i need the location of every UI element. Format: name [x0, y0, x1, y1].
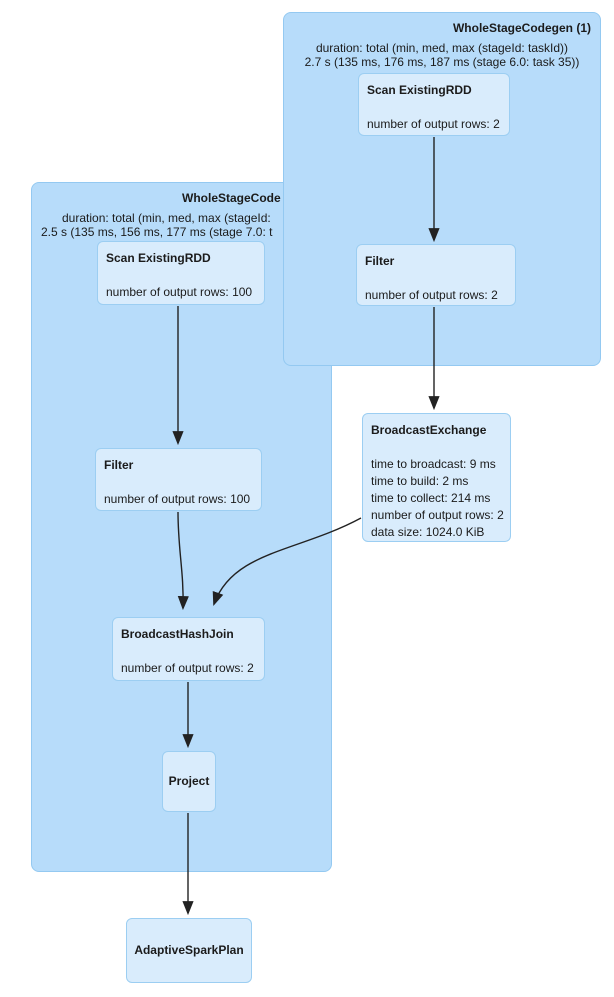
- cluster-duration: [284, 41, 600, 69]
- node-metric: number of output rows: 2: [121, 661, 254, 675]
- node-filter-1[interactable]: [356, 244, 516, 306]
- node-metric: number of output rows: 2: [367, 117, 500, 131]
- node-metric: time to build: 2 ms: [371, 474, 469, 488]
- node-metric: time to broadcast: 9 ms: [371, 457, 496, 471]
- cluster-title: WholeStageCode: [182, 191, 281, 205]
- node-title: Filter: [365, 254, 395, 268]
- node-title: BroadcastHashJoin: [121, 627, 234, 641]
- node-title: Scan ExistingRDD: [106, 251, 211, 265]
- cluster-duration-line2: 2.7 s (135 ms, 176 ms, 187 ms (stage 6.0: task 35)): [304, 55, 580, 69]
- node-project[interactable]: [162, 751, 216, 812]
- node-filter-2[interactable]: [95, 448, 262, 511]
- cluster-duration-line1: duration: total (min, med, max (stageId:: [62, 211, 271, 225]
- node-metric: number of output rows: 2: [365, 288, 498, 302]
- node-scan-existingrdd-2[interactable]: [97, 241, 265, 305]
- node-metric: data size: 1024.0 KiB: [371, 525, 485, 539]
- node-title: Filter: [104, 458, 134, 472]
- node-adaptive-spark-plan[interactable]: [126, 918, 252, 983]
- node-title: BroadcastExchange: [371, 423, 487, 437]
- node-title: AdaptiveSparkPlan: [134, 943, 244, 957]
- cluster-title: WholeStageCodegen (1): [452, 21, 591, 35]
- node-metric: number of output rows: 100: [104, 492, 251, 506]
- node-title: Project: [168, 774, 210, 788]
- node-title: Scan ExistingRDD: [367, 83, 472, 97]
- cluster-duration-line1: duration: total (min, med, max (stageId: taskId)): [315, 41, 569, 55]
- node-broadcast-exchange[interactable]: [362, 413, 511, 542]
- node-metric: time to collect: 214 ms: [371, 491, 491, 505]
- node-metric: number of output rows: 2: [371, 508, 504, 522]
- node-broadcast-hash-join[interactable]: [112, 617, 265, 681]
- cluster-wholestagecodegen-1[interactable]: [283, 12, 601, 366]
- cluster-duration-line2: 2.5 s (135 ms, 156 ms, 177 ms (stage 7.0: t: [41, 225, 273, 239]
- node-metric: number of output rows: 100: [106, 285, 253, 299]
- node-scan-existingrdd-1[interactable]: [358, 73, 510, 136]
